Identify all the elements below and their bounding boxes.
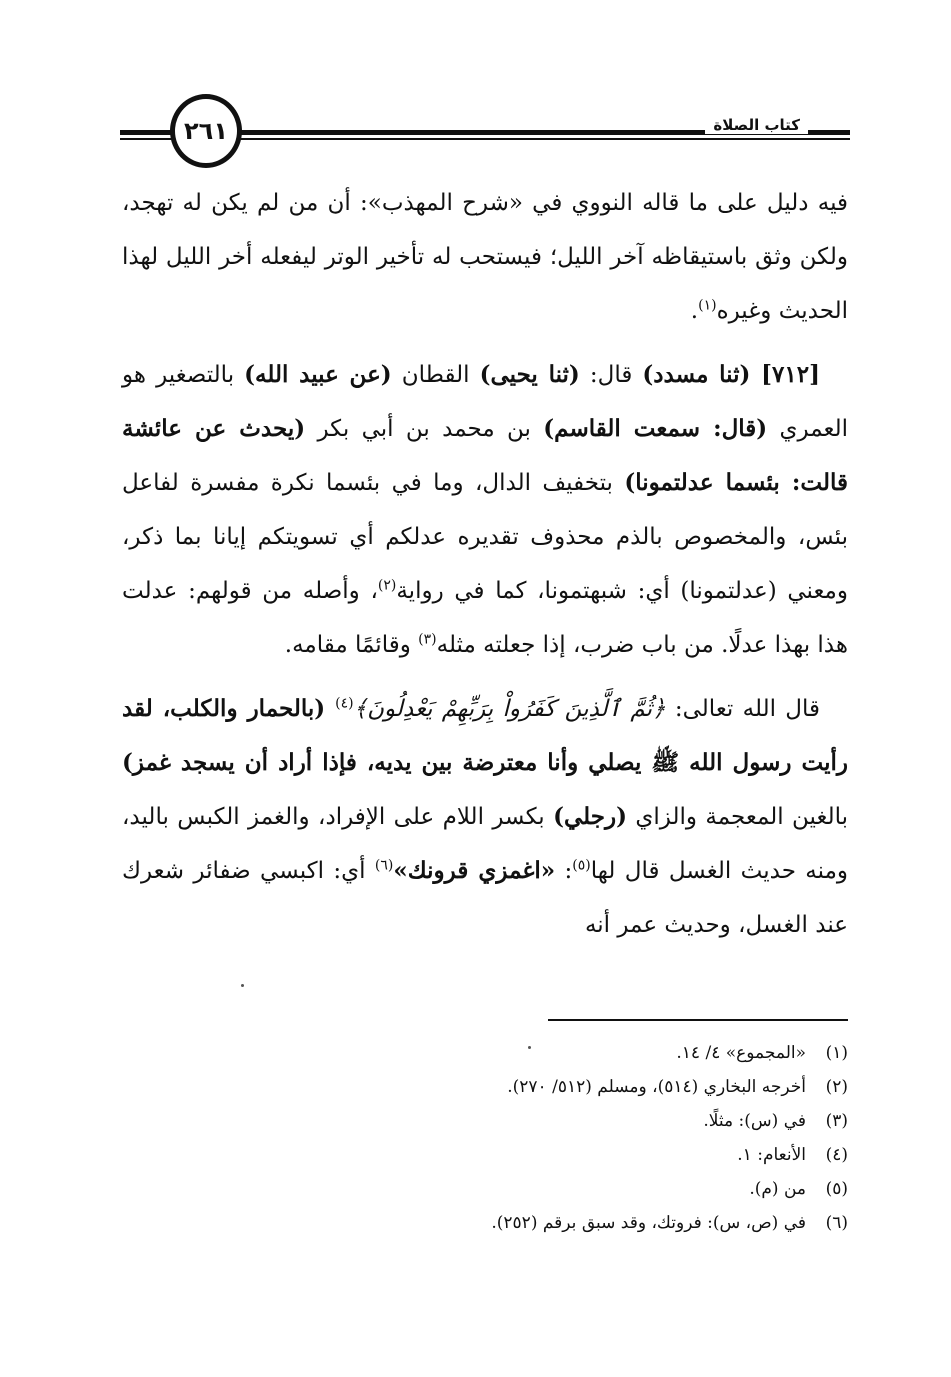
narrator-text: (ثنا يحيى): [479, 361, 580, 388]
footnote-ref-4: (٤): [335, 695, 354, 712]
page-number: ٢٦١: [170, 94, 242, 168]
footnote-item: [300, 1104, 848, 1138]
paragraph-text: فيه دليل على ما قاله النووي في «شرح المهذب»: أن من لم يكن له تهجد، ولكن وثق باستيقاظه آخر الليل؛ فيستحب له تأخير الوتر ليفعله أخر الليل لهذا الحديث وغيره: [122, 190, 848, 324]
commentary-text: قال:: [579, 362, 643, 388]
hadith-number: [٧١٢] (ثنا مسدد): [642, 361, 820, 388]
footnote-item: [300, 1172, 848, 1206]
header-rule-left-thin: [120, 138, 175, 140]
commentary-text: بتخفيف الدال، وما في بئسما نكرة مفسرة لفاعل بئس، والمخصوص بالذم محذوف تقديره عدلكم أي تسويتكم إيانا بما ذكر، ومعني (عدلتمونا) أي: شبهتمونا، كما في رواية: [122, 470, 848, 604]
footnote-number: (٢): [825, 1077, 848, 1097]
footnote-text: في (ص، س): فروتك، وقد سبق برقم (٢٥٢).: [491, 1213, 806, 1233]
commentary-text: بالتصغير هو العمري: [122, 362, 848, 442]
commentary-text: قال الله تعالى:: [665, 696, 821, 722]
hadith-text: (بالحمار والكلب، لقد رأيت رسول الله ﷺ يصلي وأنا معترضة بين يديه، فإذا أراد أن يسجد غمز): [122, 695, 848, 776]
hadith-text: (رجلي): [553, 803, 627, 830]
commentary-text: بالغين المعجمة والزاي: [626, 804, 849, 830]
paragraph-3: [122, 682, 848, 952]
narrator-text: (قال: سمعت القاسم): [543, 415, 768, 442]
footnote-text: الأنعام: ١.: [737, 1145, 806, 1165]
footnote-item: [300, 1138, 848, 1172]
hadith-text: (يحدث عن عائشة قالت: بئسما عدلتمونا): [122, 415, 849, 496]
commentary-text: بكسر اللام على الإفراد، والغمز الكبس باليد، ومنه حديث الغسل قال لها: [122, 804, 848, 884]
commentary-text: أي: اكبسي ضفائر شعرك عند الغسل، وحديث عمر أنه: [122, 858, 848, 938]
footnote-ref-1: (١): [698, 297, 717, 314]
narrator-text: (عن عبيد الله): [244, 361, 392, 388]
scan-speck: [241, 984, 244, 987]
footnote-ref-5: (٥): [572, 857, 591, 874]
footnote-number: (٤): [825, 1145, 848, 1165]
page-header: [120, 92, 850, 172]
commentary-text: وقائمًا مقامه.: [284, 632, 419, 658]
quran-verse: ﴿ثُمَّ ٱلَّذِينَ كَفَرُواْ بِرَبِّهِمْ يَعْدِلُونَ﴾: [353, 696, 666, 722]
footnote-text: «المجموع» ٤/ ١٤.: [676, 1043, 806, 1063]
footnote-item: [300, 1036, 848, 1070]
header-rule-thin: [230, 138, 850, 140]
footnote-text: في (س): مثلًا.: [703, 1111, 806, 1131]
main-text: [122, 176, 848, 962]
commentary-text: بن محمد بن أبي بكر: [305, 416, 544, 442]
footnote-text: من (م).: [749, 1179, 806, 1199]
footnote-number: (٥): [825, 1179, 848, 1199]
running-title: كتاب الصلاة: [705, 116, 808, 134]
paragraph-end: .: [690, 298, 699, 324]
header-ornament: [816, 130, 850, 140]
paragraph-1: [122, 176, 848, 338]
scan-speck: [528, 1046, 531, 1049]
paragraph-2: [122, 348, 848, 672]
footnotes-list: [300, 1036, 848, 1240]
commentary-text: ، وأصله من قولهم: عدلت هذا بهذا عدلًا. من باب ضرب، إذا جعلته مثله: [122, 578, 848, 658]
footnote-text: أخرجه البخاري (٥١٤)، ومسلم (٥١٢/ ٢٧٠).: [507, 1077, 806, 1097]
footnote-number: (٦): [825, 1213, 848, 1233]
footnote-item: [300, 1070, 848, 1104]
commentary-text: :: [555, 858, 573, 884]
commentary-text: القطان: [391, 362, 480, 388]
footnote-separator: [548, 1019, 848, 1021]
footnote-number: (٣): [825, 1111, 848, 1131]
footnote-ref-6: (٦): [374, 857, 394, 874]
footnote-item: [300, 1206, 848, 1240]
header-rule-left-thick: [120, 130, 175, 135]
quoted-hadith: «اغمزي قرونك»: [393, 857, 556, 884]
footnote-number: (١): [825, 1043, 848, 1063]
footnote-ref-2: (٢): [377, 577, 397, 594]
footnote-ref-3: (٣): [418, 631, 437, 648]
